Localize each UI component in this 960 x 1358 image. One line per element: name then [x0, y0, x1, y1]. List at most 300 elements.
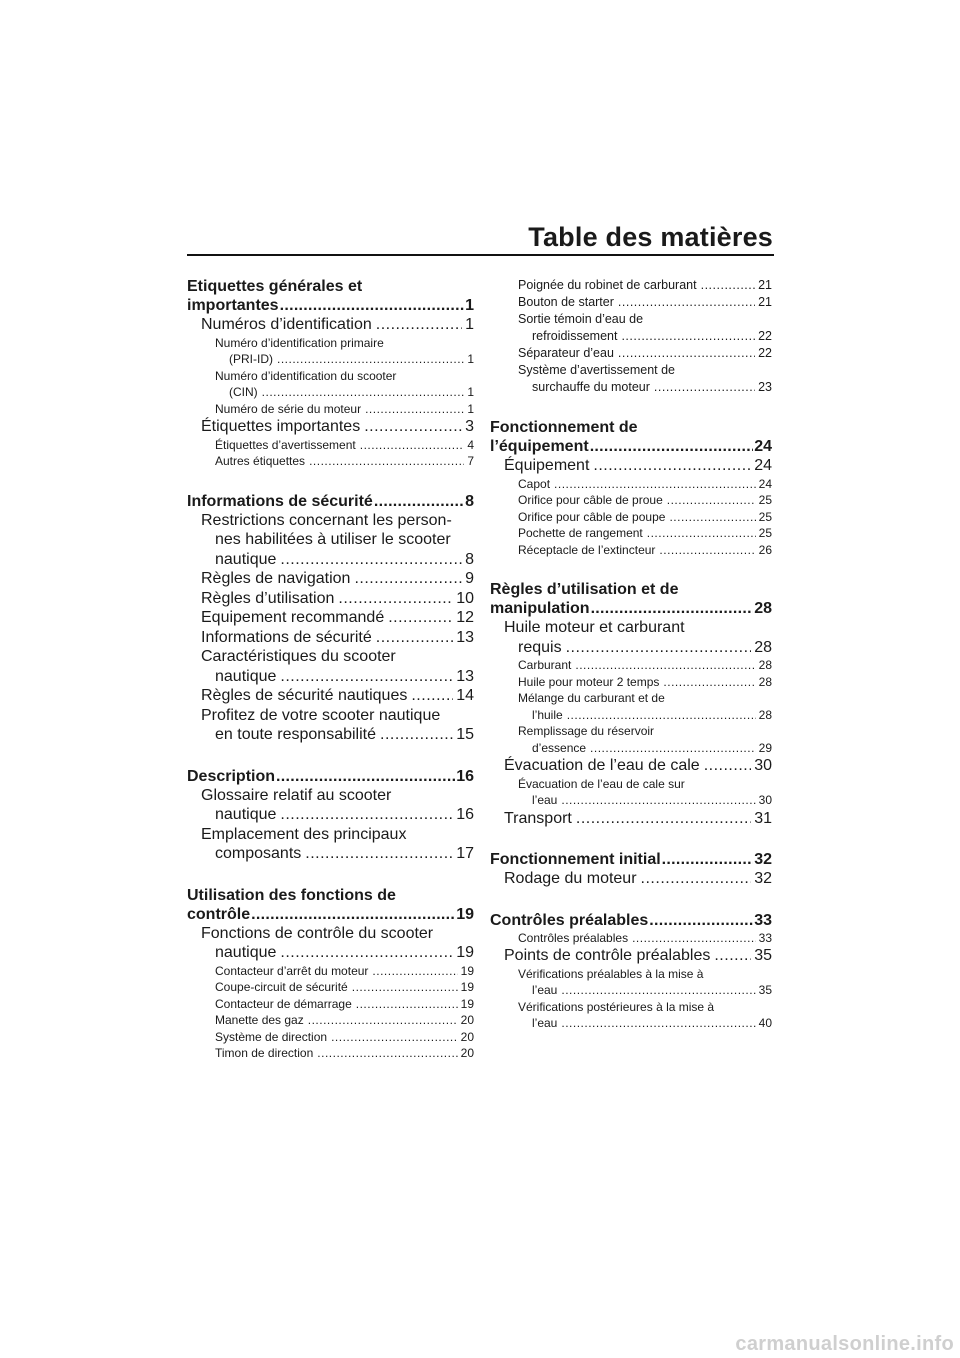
- entry-line: [201, 530, 474, 550]
- toc-entry[interactable]: [187, 686, 474, 706]
- dot-leader: [374, 492, 464, 511]
- dot-leader: [590, 437, 754, 456]
- toc-subentry[interactable]: [187, 335, 474, 368]
- dot-leader: [277, 351, 464, 368]
- dot-leader: [411, 686, 453, 706]
- entry-title: Points de contrôle préalables: [504, 947, 711, 964]
- toc-entry[interactable]: [187, 647, 474, 686]
- entry-title: Orifice pour câble de proue: [518, 493, 663, 507]
- page-number: 20: [460, 1046, 474, 1060]
- entry-line[interactable]: [201, 589, 474, 609]
- entry-line[interactable]: [518, 525, 772, 542]
- section-heading-line: Utilisation des fonctions de: [187, 886, 396, 904]
- toc-subentry[interactable]: [490, 311, 772, 345]
- entry-title: Règles d’utilisation: [201, 589, 335, 607]
- toc-subentry[interactable]: [490, 966, 772, 999]
- page-number: 17: [456, 845, 474, 862]
- page-number: 24: [754, 438, 772, 455]
- entry-title: Numéros d’identification: [201, 316, 372, 333]
- entry-title: Orifice pour câble de poupe: [518, 509, 666, 524]
- section-heading[interactable]: [490, 580, 772, 618]
- entry-title: (CIN): [229, 385, 258, 399]
- page-number: 10: [456, 589, 474, 607]
- toc-entry[interactable]: [187, 511, 474, 570]
- page-number: 20: [460, 1013, 474, 1027]
- entry-line[interactable]: [201, 608, 474, 628]
- toc-entry[interactable]: [187, 786, 474, 825]
- toc-subentry[interactable]: [187, 1029, 474, 1046]
- entry-line[interactable]: [518, 674, 772, 691]
- page-number: 22: [758, 329, 772, 343]
- page-number: 7: [467, 454, 474, 468]
- entry-line[interactable]: [518, 740, 772, 757]
- entry-title: nautique: [215, 667, 277, 685]
- page-number: 28: [754, 600, 772, 617]
- page-number: 8: [465, 550, 474, 568]
- page-number: 28: [754, 638, 772, 656]
- entry-title: Poignée du robinet de carburant: [518, 278, 697, 292]
- entry-line[interactable]: [518, 982, 772, 999]
- dot-leader: [331, 1029, 458, 1046]
- toc-subentry[interactable]: [187, 368, 474, 401]
- entry-line[interactable]: [201, 943, 474, 963]
- entry-line[interactable]: [518, 792, 772, 809]
- entry-line: [518, 690, 772, 707]
- entry-line[interactable]: [518, 1015, 772, 1032]
- page-number: 19: [460, 980, 474, 994]
- toc-subentry[interactable]: [490, 277, 772, 294]
- page-number: 21: [758, 295, 772, 309]
- entry-line[interactable]: [201, 315, 474, 335]
- entry-line[interactable]: [518, 476, 772, 493]
- toc-entry[interactable]: [490, 756, 772, 776]
- entry-line[interactable]: [518, 277, 772, 294]
- page-number: 25: [758, 493, 772, 507]
- dot-leader: [659, 542, 755, 559]
- entry-title: Glossaire relatif au scooter: [201, 786, 392, 804]
- toc-subentry[interactable]: [490, 362, 772, 396]
- dot-leader: [308, 1012, 458, 1029]
- entry-title: Contacteur d’arrêt du moteur: [215, 963, 369, 978]
- section-heading-line: [187, 296, 474, 315]
- toc-subentry[interactable]: [490, 690, 772, 723]
- page-number: 12: [456, 609, 474, 626]
- page-number: 14: [456, 687, 474, 704]
- entry-line[interactable]: [518, 542, 772, 559]
- dot-leader: [561, 982, 755, 999]
- entry-line[interactable]: [201, 686, 474, 706]
- toc-right-column: [490, 277, 772, 1032]
- entry-line[interactable]: [518, 379, 772, 396]
- toc-subentry[interactable]: [187, 1012, 474, 1029]
- entry-title: Mélange du carburant et de: [518, 691, 665, 705]
- dot-leader: [654, 379, 755, 396]
- entry-title: Pochette de rangement: [518, 526, 643, 540]
- dot-leader: [704, 756, 752, 776]
- toc-subentry[interactable]: [187, 996, 474, 1013]
- entry-title: Numéro de série du moteur: [215, 401, 362, 416]
- entry-line[interactable]: [201, 417, 474, 437]
- toc-subentry[interactable]: [490, 509, 772, 526]
- entry-line[interactable]: [518, 707, 772, 724]
- section-heading-line: [187, 492, 474, 511]
- toc-subentry[interactable]: [490, 776, 772, 809]
- dot-leader: [667, 492, 756, 509]
- toc-subentry[interactable]: [187, 1045, 474, 1062]
- entry-line: [518, 723, 772, 740]
- entry-title: Capot: [518, 476, 551, 491]
- dot-leader: [567, 707, 756, 724]
- dot-leader: [576, 809, 751, 829]
- dot-leader: [561, 792, 755, 809]
- dot-leader: [372, 963, 457, 980]
- toc-entry[interactable]: [490, 456, 772, 476]
- entry-line[interactable]: [504, 809, 772, 829]
- entry-title: nautique: [215, 806, 277, 823]
- dot-leader: [262, 384, 465, 401]
- dot-leader: [590, 740, 756, 757]
- entry-line[interactable]: [215, 1012, 474, 1029]
- entry-line[interactable]: [215, 1045, 474, 1062]
- toc-subentry[interactable]: [187, 963, 474, 980]
- page-number: 22: [758, 346, 772, 360]
- entry-title: importantes: [187, 297, 279, 314]
- page-number: 1: [467, 352, 474, 366]
- toc-entry[interactable]: [490, 946, 772, 966]
- dot-leader: [662, 850, 754, 869]
- page-number: 40: [758, 1016, 772, 1030]
- section-heading-line: [187, 905, 474, 924]
- dot-leader: [575, 657, 755, 674]
- page-number: 1: [467, 385, 474, 399]
- dot-leader: [280, 943, 453, 963]
- entry-line[interactable]: [201, 569, 474, 589]
- entry-title: en toute responsabilité: [215, 726, 376, 743]
- dot-leader: [669, 509, 755, 526]
- page-number: 9: [465, 570, 474, 587]
- toc-section: [187, 886, 474, 1062]
- entry-title: Informations de sécurité: [201, 628, 372, 646]
- page-number: 29: [758, 740, 772, 755]
- entry-title: Étiquettes d’avertissement: [215, 437, 356, 452]
- entry-title: l’eau: [532, 793, 558, 807]
- entry-title: Contrôles préalables: [518, 930, 629, 945]
- toc-section: [187, 767, 474, 864]
- page-number: 1: [465, 316, 474, 333]
- dot-leader: [621, 328, 755, 345]
- dot-leader: [365, 401, 464, 418]
- entry-line[interactable]: [215, 963, 474, 980]
- entry-line: [201, 825, 474, 845]
- toc-section: [490, 850, 772, 889]
- entry-line[interactable]: [201, 667, 474, 687]
- page-number: 16: [456, 806, 474, 823]
- dot-leader: [388, 608, 453, 628]
- toc-section: [490, 418, 772, 558]
- entry-title: Huile pour moteur 2 temps: [518, 674, 660, 689]
- toc-subentry[interactable]: [490, 930, 772, 947]
- entry-line[interactable]: [504, 869, 772, 889]
- entry-title: Carburant: [518, 658, 572, 672]
- dot-leader: [376, 315, 462, 335]
- entry-line[interactable]: [201, 628, 474, 648]
- title-rule: [187, 254, 774, 256]
- entry-title: manipulation: [490, 600, 590, 617]
- entry-title: Numéro d’identification primaire: [215, 335, 384, 350]
- entry-title: Bouton de starter: [518, 295, 614, 309]
- section-heading-line: [490, 599, 772, 618]
- entry-title: Restrictions concernant les person-: [201, 511, 452, 529]
- entry-title: Système de direction: [215, 1029, 328, 1044]
- section-heading[interactable]: [187, 492, 474, 511]
- entry-title: Vérifications préalables à la mise à: [518, 966, 704, 981]
- toc-subentry[interactable]: [187, 979, 474, 996]
- dot-leader: [276, 767, 455, 786]
- entry-line: [215, 335, 474, 352]
- toc-entry[interactable]: [490, 618, 772, 657]
- dot-leader: [714, 946, 751, 966]
- toc-entry[interactable]: [490, 809, 772, 829]
- dot-leader: [591, 599, 754, 618]
- toc-subentry[interactable]: [187, 401, 474, 418]
- dot-leader: [305, 844, 453, 864]
- page-number: 31: [754, 809, 772, 827]
- page-number: 4: [467, 437, 474, 452]
- entry-line[interactable]: [504, 946, 772, 966]
- entry-title: nautique: [215, 550, 277, 568]
- page-number: 35: [758, 983, 772, 997]
- toc-section: [490, 580, 772, 828]
- dot-leader: [280, 805, 453, 825]
- entry-line[interactable]: [215, 1029, 474, 1046]
- entry-line: [201, 786, 474, 806]
- dot-leader: [663, 674, 755, 691]
- entry-line[interactable]: [518, 492, 772, 509]
- toc-entry[interactable]: [187, 569, 474, 589]
- entry-title: Emplacement des principaux: [201, 825, 407, 843]
- page-number: 19: [460, 996, 474, 1011]
- section-heading[interactable]: [490, 850, 772, 869]
- entry-title: nautique: [215, 944, 277, 961]
- entry-title: Manette des gaz: [215, 1013, 304, 1027]
- entry-line: [504, 618, 772, 638]
- dot-leader: [376, 628, 453, 648]
- toc-entry[interactable]: [187, 924, 474, 963]
- entry-title: d’essence: [532, 740, 587, 755]
- dot-leader: [561, 1015, 755, 1032]
- toc-entry[interactable]: [187, 608, 474, 628]
- entry-title: l’eau: [532, 983, 558, 997]
- page-number: 28: [758, 674, 772, 689]
- dot-leader: [360, 437, 465, 454]
- page-number: 32: [754, 870, 772, 887]
- dot-leader: [280, 296, 465, 315]
- section-heading-line: Fonctionnement de: [490, 419, 638, 436]
- entry-line[interactable]: [215, 979, 474, 996]
- page-number: 24: [758, 476, 772, 491]
- section-heading[interactable]: [490, 911, 772, 930]
- entry-line: [518, 999, 772, 1016]
- entry-title: Sortie témoin d’eau de: [518, 312, 644, 326]
- entry-title: Equipement recommandé: [201, 609, 385, 626]
- page-number: 30: [758, 793, 772, 807]
- entry-title: nes habilitées à utiliser le scooter: [215, 531, 451, 548]
- entry-line: [201, 706, 474, 726]
- toc-subentry[interactable]: [490, 999, 772, 1032]
- page-number: 35: [754, 947, 772, 964]
- entry-title: Remplissage du réservoir: [518, 724, 655, 738]
- toc-subentry[interactable]: [490, 476, 772, 493]
- dot-leader: [641, 869, 752, 889]
- entry-title: requis: [518, 638, 562, 656]
- page-number: 25: [758, 526, 772, 540]
- entry-title: Fonctionnement initial: [490, 851, 661, 868]
- toc-entry[interactable]: [187, 706, 474, 745]
- entry-line[interactable]: [215, 384, 474, 401]
- entry-line[interactable]: [518, 345, 772, 362]
- page-number: 3: [465, 418, 474, 435]
- page-number: 19: [456, 944, 474, 961]
- toc-subentry[interactable]: [490, 492, 772, 509]
- entry-line[interactable]: [201, 550, 474, 570]
- section-heading-line: Règles d’utilisation et de: [490, 581, 679, 598]
- section-heading-line: [187, 767, 474, 786]
- section-heading[interactable]: [490, 418, 772, 456]
- entry-line[interactable]: [518, 328, 772, 345]
- toc-section: [187, 492, 474, 745]
- dot-leader: [649, 911, 753, 930]
- entry-line[interactable]: [504, 756, 772, 776]
- entry-line[interactable]: [215, 996, 474, 1013]
- entry-line[interactable]: [518, 509, 772, 526]
- section-heading[interactable]: [187, 886, 474, 924]
- toc-subentry[interactable]: [490, 674, 772, 691]
- entry-title: l’eau: [532, 1016, 558, 1030]
- entry-line[interactable]: [215, 437, 474, 454]
- entry-title: Réceptacle de l’extincteur: [518, 542, 656, 557]
- section-heading-line: [490, 911, 772, 930]
- entry-title: contrôle: [187, 905, 251, 923]
- dot-leader: [593, 456, 751, 476]
- page-number: 13: [456, 667, 474, 685]
- toc-subentry[interactable]: [490, 345, 772, 362]
- entry-line: [201, 924, 474, 944]
- entry-title: Équipement: [504, 457, 590, 474]
- toc-subentry[interactable]: [490, 723, 772, 756]
- section-heading-line: Etiquettes générales et: [187, 278, 363, 295]
- entry-title: Profitez de votre scooter nautique: [201, 706, 441, 724]
- section-heading[interactable]: [187, 277, 474, 315]
- page-number: 33: [754, 911, 772, 929]
- dot-leader: [618, 294, 755, 311]
- entry-line[interactable]: [201, 805, 474, 825]
- page-number: 15: [456, 726, 474, 743]
- entry-line: [201, 511, 474, 531]
- toc-subentry[interactable]: [187, 453, 474, 470]
- page-number: 16: [456, 767, 474, 785]
- entry-title: Contrôles préalables: [490, 911, 649, 929]
- entry-line[interactable]: [201, 844, 474, 864]
- toc-subentry[interactable]: [490, 542, 772, 559]
- dot-leader: [280, 667, 453, 687]
- page-number: 8: [465, 492, 474, 510]
- page-number: 13: [456, 628, 474, 646]
- toc-entry[interactable]: [187, 825, 474, 864]
- entry-line: [215, 368, 474, 385]
- entry-title: Caractéristiques du scooter: [201, 648, 396, 665]
- watermark: carmanualsonline.info: [735, 1333, 954, 1355]
- entry-title: Séparateur d’eau: [518, 346, 614, 360]
- entry-line: [201, 647, 474, 667]
- entry-line[interactable]: [504, 638, 772, 658]
- entry-title: surchauffe du moteur: [532, 380, 650, 394]
- entry-title: Évacuation de l’eau de cale: [504, 757, 700, 774]
- entry-title: (PRI-ID): [229, 352, 273, 366]
- section-heading-line: [490, 850, 772, 869]
- toc-subentry[interactable]: [490, 525, 772, 542]
- dot-leader: [618, 345, 755, 362]
- toc-entry[interactable]: [187, 628, 474, 648]
- toc-subentry[interactable]: [187, 437, 474, 454]
- entry-title: Informations de sécurité: [187, 492, 373, 510]
- dot-leader: [251, 905, 455, 924]
- page-number: 24: [754, 457, 772, 474]
- entry-title: Numéro d’identification du scooter: [215, 368, 397, 383]
- entry-line[interactable]: [215, 351, 474, 368]
- dot-leader: [364, 417, 462, 437]
- page-number: 28: [758, 658, 772, 672]
- toc-left-column: [187, 277, 474, 1062]
- entry-title: Système d’avertissement de: [518, 363, 676, 377]
- toc-subentry[interactable]: [490, 294, 772, 311]
- dot-leader: [317, 1045, 457, 1062]
- toc-entry[interactable]: [490, 869, 772, 889]
- entry-title: Étiquettes importantes: [201, 418, 361, 435]
- section-heading-line: [490, 437, 772, 456]
- entry-line[interactable]: [518, 930, 772, 947]
- entry-title: Huile moteur et carburant: [504, 619, 685, 636]
- dot-leader: [352, 979, 458, 996]
- toc-entry[interactable]: [187, 417, 474, 437]
- dot-leader: [566, 638, 752, 658]
- section-heading[interactable]: [187, 767, 474, 786]
- toc-entry[interactable]: [187, 315, 474, 335]
- entry-line[interactable]: [504, 456, 772, 476]
- entry-line[interactable]: [201, 725, 474, 745]
- entry-line[interactable]: [518, 294, 772, 311]
- toc-entry[interactable]: [187, 589, 474, 609]
- toc-section: [490, 911, 772, 1032]
- entry-title: refroidissement: [532, 329, 618, 343]
- entry-title: Autres étiquettes: [215, 454, 306, 468]
- toc-subentry[interactable]: [490, 657, 772, 674]
- entry-title: l’équipement: [490, 438, 589, 455]
- entry-line[interactable]: [518, 657, 772, 674]
- dot-leader: [701, 277, 755, 294]
- entry-title: Timon de direction: [215, 1046, 314, 1060]
- page-number: 25: [758, 509, 772, 524]
- dot-leader: [354, 569, 462, 589]
- page-number: 30: [754, 757, 772, 774]
- dot-leader: [338, 589, 453, 609]
- entry-line[interactable]: [215, 401, 474, 418]
- page-number: 28: [758, 707, 772, 722]
- entry-line: [518, 311, 772, 328]
- toc-section: [187, 277, 474, 470]
- page-number: 32: [754, 851, 772, 868]
- entry-title: composants: [215, 845, 302, 862]
- entry-line[interactable]: [215, 453, 474, 470]
